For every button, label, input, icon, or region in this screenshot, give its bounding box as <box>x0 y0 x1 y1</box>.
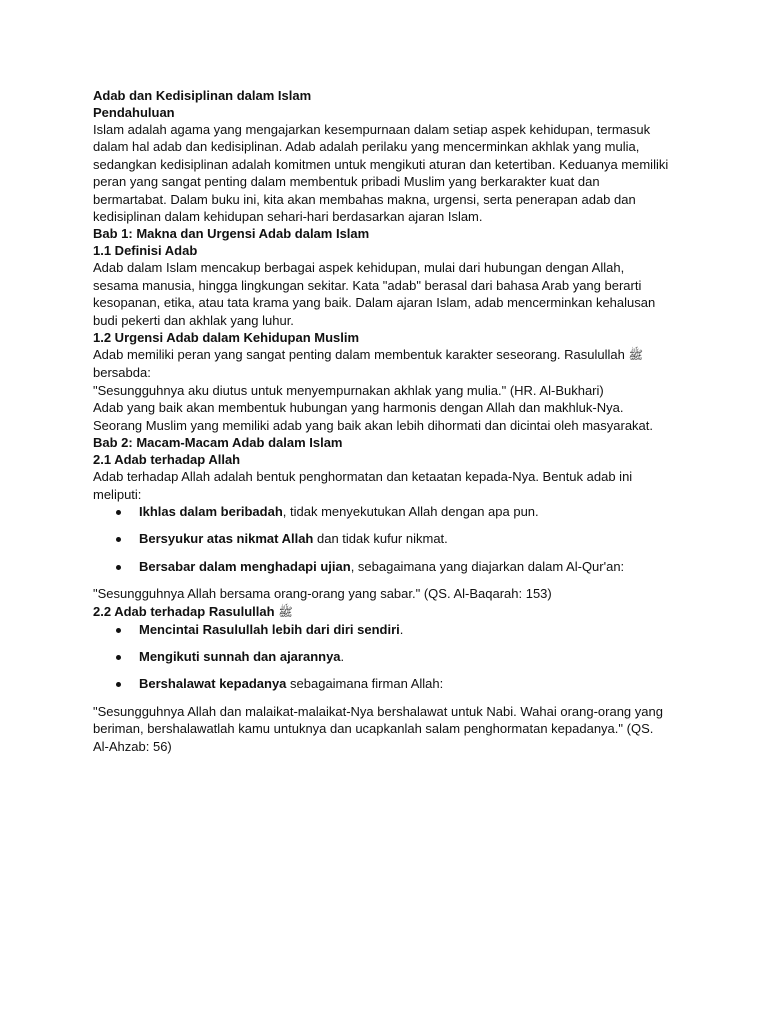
list-item-text: , tidak menyekutukan Allah dengan apa pun. <box>282 503 539 519</box>
honorific-glyph: ﷺ <box>278 604 293 619</box>
list-item <box>139 558 672 575</box>
list-item <box>139 648 672 665</box>
list-item <box>139 675 672 692</box>
list-item-text: . <box>399 621 404 637</box>
list-item <box>139 503 672 520</box>
list-item-bold: Bersyukur atas nikmat Allah <box>139 531 314 547</box>
quran-quote-ahzab: "Sesungguhnya Allah dan malaikat-malaikat-Nya bershalawat untuk Nabi. Wahai orang-orang yang beriman, bershalawatlah kamu untuknya dan ucapkanlah salam penghormatan kepadanya." (QS. Al-Ahzab: 56) <box>93 703 663 754</box>
list-item-bold: Mengikuti sunnah dan ajarannya <box>139 648 341 664</box>
adab-allah-list <box>93 503 672 575</box>
chapter-2-heading: Bab 2: Macam-Macam Adab dalam Islam <box>93 435 343 451</box>
list-item-bold: Ikhlas dalam beribadah <box>139 503 283 519</box>
section-2-1-heading: 2.1 Adab terhadap Allah <box>93 452 241 468</box>
adab-rasulullah-list <box>93 621 672 693</box>
section-2-2-heading <box>93 603 672 621</box>
honorific-glyph: ﷺ <box>628 348 643 363</box>
list-item-text: dan tidak kufur nikmat. <box>313 531 448 547</box>
chapter-1-heading: Bab 1: Makna dan Urgensi Adab dalam Islam <box>93 226 370 242</box>
section-1-1-paragraph: Adab dalam Islam mencakup berbagai aspek kehidupan, mulai dari hubungan dengan Allah, sesama manusia, hingga lingkungan sekitar. Kata "adab" berasal dari bahasa Arab yang berarti kesopanan, etika, atau tata krama yang baik. Dalam ajaran Islam, adab mencerminkan kehalusan budi pekerti dan akhlak yang luhur. <box>93 260 656 328</box>
hadith-quote: "Sesungguhnya aku diutus untuk menyempurnakan akhlak yang mulia." (HR. Al-Bukhari) <box>93 382 604 398</box>
list-item-bold: Bersabar dalam menghadapi ujian <box>139 558 351 574</box>
list-item <box>139 621 672 638</box>
section-1-2-heading: 1.2 Urgensi Adab dalam Kehidupan Muslim <box>93 330 360 346</box>
intro-paragraph: Islam adalah agama yang mengajarkan kesempurnaan dalam setiap aspek kehidupan, termasuk dalam hal adab dan kedisiplinan. Adab adalah perilaku yang mencerminkan akhlak yang mulia, sedangkan kedisiplinan adalah komitmen untuk mengikuti aturan dan ketertiban. Keduanya memiliki peran yang sangat penting dalam membentuk pribadi Muslim yang berkarakter kuat dan bermartabat. Dalam buku ini, kita akan membahas makna, urgensi, serta penerapan adab dan kedisiplinan dalam kehidupan sehari-hari berdasarkan ajaran Islam. <box>93 122 669 225</box>
section-1-1-heading: 1.1 Definisi Adab <box>93 243 198 259</box>
list-item <box>139 530 672 547</box>
quran-quote-baqarah: "Sesungguhnya Allah bersama orang-orang yang sabar." (QS. Al-Baqarah: 153) <box>93 586 552 602</box>
section-2-2-heading-text: 2.2 Adab terhadap Rasulullah <box>93 603 275 619</box>
section-2-1-paragraph: Adab terhadap Allah adalah bentuk penghormatan dan ketaatan kepada-Nya. Bentuk adab ini meliputi: <box>93 469 633 502</box>
para-text-after-honorific: bersabda: <box>93 365 151 381</box>
list-item-text: , sebagaimana yang diajarkan dalam Al-Qur'an: <box>350 558 625 574</box>
document-title: Adab dan Kedisiplinan dalam Islam <box>93 88 312 103</box>
list-item-text: . <box>340 648 345 664</box>
section-1-2-paragraph-2: Adab yang baik akan membentuk hubungan yang harmonis dengan Allah dan makhluk-Nya. Seorang Muslim yang memiliki adab yang baik akan lebih dihormati dan dicintai oleh masyarakat. <box>93 400 654 433</box>
intro-heading: Pendahuluan <box>93 105 175 120</box>
para-text-before-honorific: Adab memiliki peran yang sangat penting dalam membentuk karakter seseorang. Rasulullah <box>93 347 629 363</box>
section-1-2-paragraph-1 <box>93 346 672 382</box>
list-item-text: sebagaimana firman Allah: <box>286 676 444 692</box>
list-item-bold: Mencintai Rasulullah lebih dari diri sendiri <box>139 621 400 637</box>
list-item-bold: Bershalawat kepadanya <box>139 676 287 692</box>
